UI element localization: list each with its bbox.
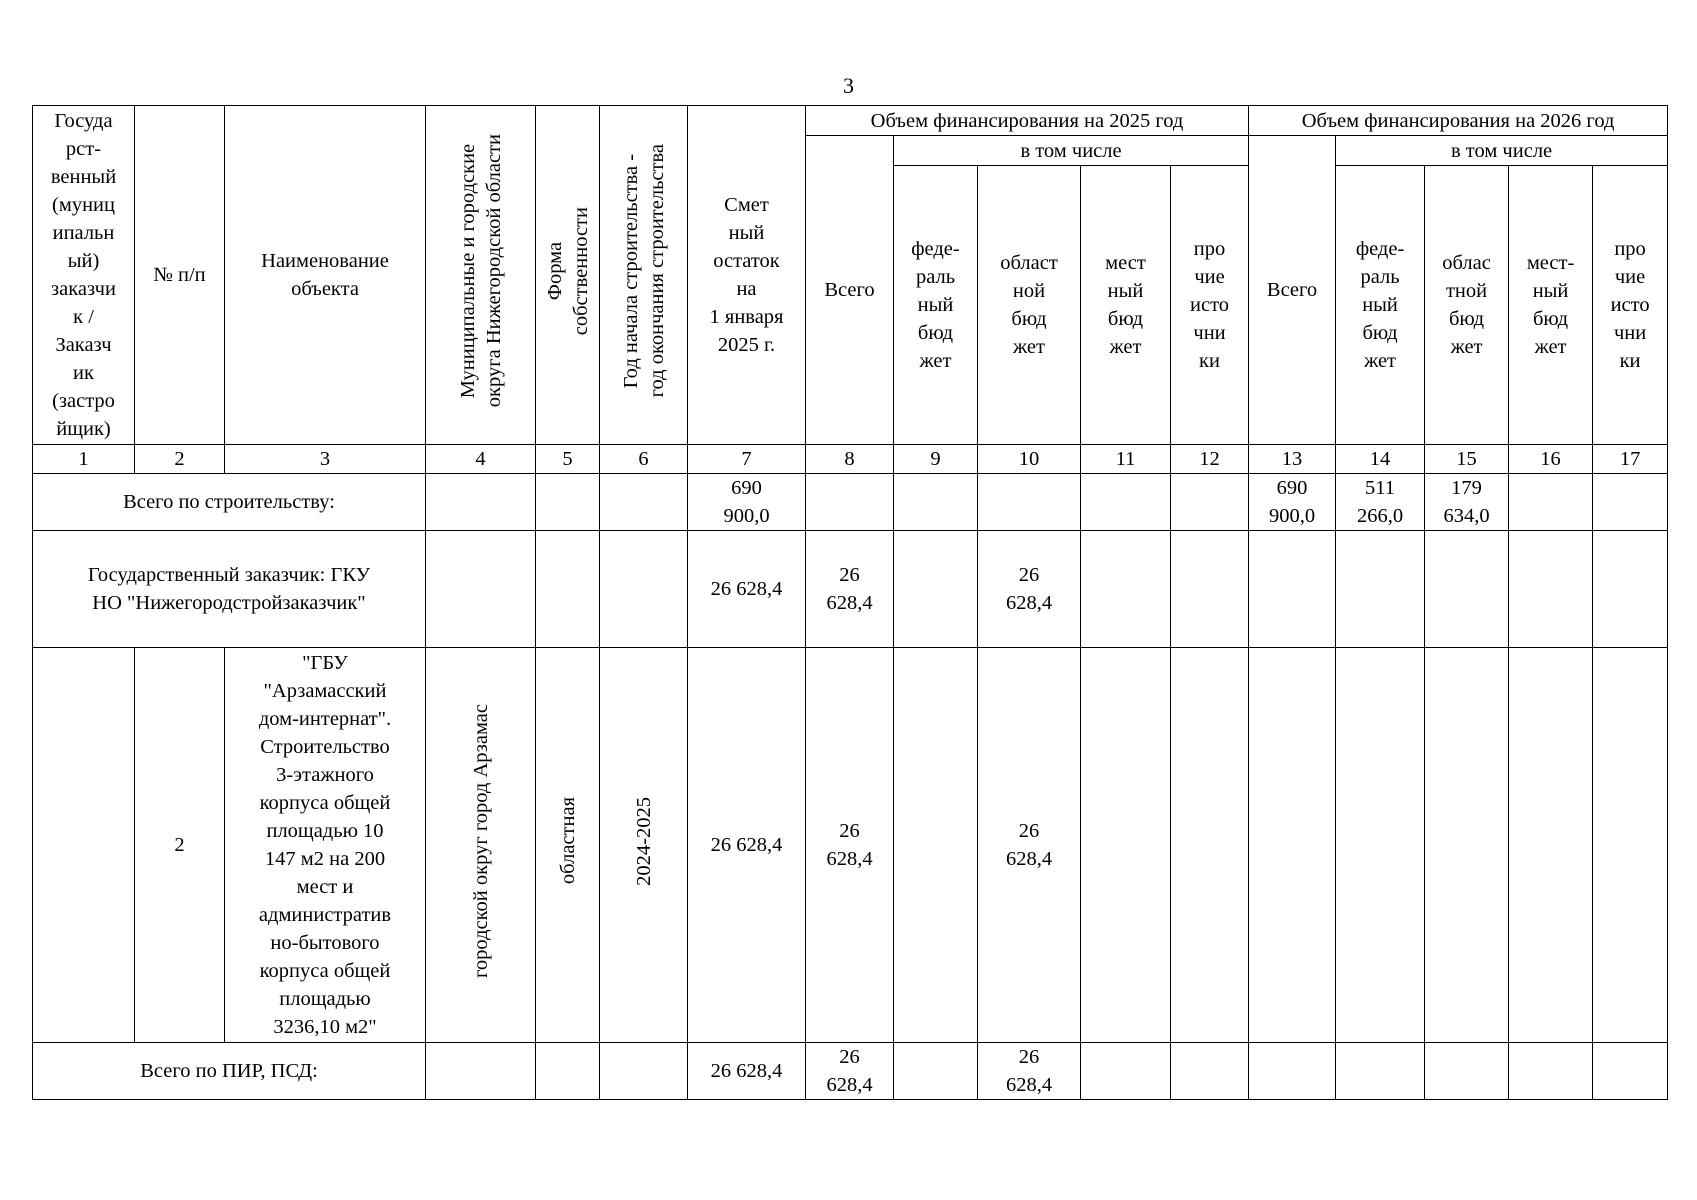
- column-number: 7: [688, 445, 806, 474]
- total-construction-estimate: 690 900,0: [688, 474, 806, 531]
- column-number: 16: [1509, 445, 1593, 474]
- empty-cell: [536, 474, 600, 531]
- object-2025-regional: 26 628,4: [978, 648, 1081, 1043]
- column-number: 12: [1171, 445, 1249, 474]
- column-number: 9: [894, 445, 978, 474]
- empty-cell: [1425, 531, 1509, 648]
- empty-cell: [1081, 1043, 1171, 1100]
- column-number: 17: [1593, 445, 1668, 474]
- header-estimate-remainder: Смет ный остаток на 1 января 2025 г.: [688, 106, 806, 445]
- header-years: Год начала строительства - год окончания строительства: [619, 144, 668, 398]
- page-number: 3: [843, 73, 854, 98]
- table-row-total-pir: [33, 1043, 1668, 1100]
- column-number: 14: [1336, 445, 1425, 474]
- header-item-no: № п/п: [135, 106, 225, 445]
- total-pir-2025-regional: 26 628,4: [978, 1043, 1081, 1100]
- empty-cell: [894, 648, 978, 1043]
- column-number: 13: [1249, 445, 1336, 474]
- header-including-2026: в том числе: [1336, 136, 1668, 166]
- empty-cell: [1509, 474, 1593, 531]
- empty-cell: [1336, 648, 1425, 1043]
- total-pir-estimate: 26 628,4: [688, 1043, 806, 1100]
- object-years: 2024-2025: [632, 796, 655, 886]
- column-number: 6: [600, 445, 688, 474]
- empty-cell: [894, 531, 978, 648]
- header-municipality-cell: [426, 106, 536, 445]
- financing-table: [32, 105, 1668, 1100]
- column-number-row: [33, 445, 1668, 474]
- header-2025-federal: феде- раль ный бюд жет: [894, 166, 978, 445]
- header-2026-other: про чие исто чни ки: [1593, 166, 1668, 445]
- total-pir-2025-total: 26 628,4: [806, 1043, 894, 1100]
- empty-cell: [1509, 1043, 1593, 1100]
- empty-cell: [1425, 648, 1509, 1043]
- header-2025-local: мест ный бюд жет: [1081, 166, 1171, 445]
- object-2025-total: 26 628,4: [806, 648, 894, 1043]
- total-pir-label: Всего по ПИР, ПСД:: [33, 1043, 426, 1100]
- header-total-2026: Всего: [1249, 136, 1336, 445]
- empty-cell: [1171, 648, 1249, 1043]
- empty-cell: [894, 1043, 978, 1100]
- header-ownership: Форма собственности: [543, 206, 592, 336]
- empty-cell: [1336, 531, 1425, 648]
- empty-cell: [1249, 531, 1336, 648]
- empty-cell: [1425, 1043, 1509, 1100]
- empty-cell: [1171, 1043, 1249, 1100]
- object-municipality: городской округ город Арзамас: [469, 704, 492, 978]
- header-funding-2025: Объем финансирования на 2025 год: [806, 106, 1249, 136]
- empty-cell: [1249, 648, 1336, 1043]
- empty-cell: [536, 531, 600, 648]
- empty-cell: [1171, 531, 1249, 648]
- object-municipality-cell: [426, 648, 536, 1043]
- table-row-total-construction: [33, 474, 1668, 531]
- header-funding-2026: Объем финансирования на 2026 год: [1249, 106, 1668, 136]
- total-construction-label: Всего по строительству:: [33, 474, 426, 531]
- state-customer-2025-regional: 26 628,4: [978, 531, 1081, 648]
- column-number: 15: [1425, 445, 1509, 474]
- header-customer: Госуда рст- венный (муниц ипальн ый) заказчи к / Заказч ик (застро йщик): [33, 106, 135, 445]
- column-number: 5: [536, 445, 600, 474]
- empty-cell: [894, 474, 978, 531]
- empty-cell: [600, 1043, 688, 1100]
- empty-cell: [1593, 474, 1668, 531]
- object-number: 2: [135, 648, 225, 1043]
- header-2026-regional: облас тной бюд жет: [1425, 166, 1509, 445]
- column-number: 1: [33, 445, 135, 474]
- state-customer-label: Государственный заказчик: ГКУ НО "Нижегородстройзаказчик": [33, 531, 426, 648]
- object-name: "ГБУ "Арзамасский дом-интернат". Строительство 3-этажного корпуса общей площадью 10 147 м2 на 200 мест и административ но-бытового корпуса общей площадью 3236,10 м2": [225, 648, 426, 1043]
- empty-cell: [1593, 531, 1668, 648]
- object-ownership: областная: [556, 797, 579, 885]
- empty-cell: [1593, 1043, 1668, 1100]
- empty-cell: [1509, 531, 1593, 648]
- header-2025-other: про чие исто чни ки: [1171, 166, 1249, 445]
- column-number: 3: [225, 445, 426, 474]
- column-number: 10: [978, 445, 1081, 474]
- header-total-2025: Всего: [806, 136, 894, 445]
- header-including-2025: в том числе: [894, 136, 1249, 166]
- header-2025-regional: област ной бюд жет: [978, 166, 1081, 445]
- total-construction-2026-total: 690 900,0: [1249, 474, 1336, 531]
- object-estimate: 26 628,4: [688, 648, 806, 1043]
- empty-cell: [536, 1043, 600, 1100]
- column-number: 11: [1081, 445, 1171, 474]
- empty-cell: [1081, 648, 1171, 1043]
- column-number: 2: [135, 445, 225, 474]
- empty-cell: [806, 474, 894, 531]
- empty-cell: [600, 531, 688, 648]
- column-number: 4: [426, 445, 536, 474]
- empty-cell: [426, 531, 536, 648]
- empty-cell: [33, 648, 135, 1043]
- column-number: 8: [806, 445, 894, 474]
- empty-cell: [426, 1043, 536, 1100]
- object-years-cell: [600, 648, 688, 1043]
- header-municipality: Муниципальные и городские округа Нижегородской области: [456, 134, 505, 408]
- empty-cell: [1509, 648, 1593, 1043]
- header-ownership-cell: [536, 106, 600, 445]
- object-ownership-cell: [536, 648, 600, 1043]
- empty-cell: [600, 474, 688, 531]
- empty-cell: [1171, 474, 1249, 531]
- header-object-name: Наименование объекта: [225, 106, 426, 445]
- empty-cell: [1081, 531, 1171, 648]
- table-row-state-customer: [33, 531, 1668, 648]
- header-2026-local: мест- ный бюд жет: [1509, 166, 1593, 445]
- empty-cell: [978, 474, 1081, 531]
- state-customer-estimate: 26 628,4: [688, 531, 806, 648]
- header-years-cell: [600, 106, 688, 445]
- empty-cell: [1336, 1043, 1425, 1100]
- empty-cell: [1593, 648, 1668, 1043]
- empty-cell: [426, 474, 536, 531]
- state-customer-2025-total: 26 628,4: [806, 531, 894, 648]
- table-row-object: [33, 648, 1668, 1043]
- total-construction-2026-regional: 179 634,0: [1425, 474, 1509, 531]
- total-construction-2026-federal: 511 266,0: [1336, 474, 1425, 531]
- header-2026-federal: феде- раль ный бюд жет: [1336, 166, 1425, 445]
- empty-cell: [1249, 1043, 1336, 1100]
- empty-cell: [1081, 474, 1171, 531]
